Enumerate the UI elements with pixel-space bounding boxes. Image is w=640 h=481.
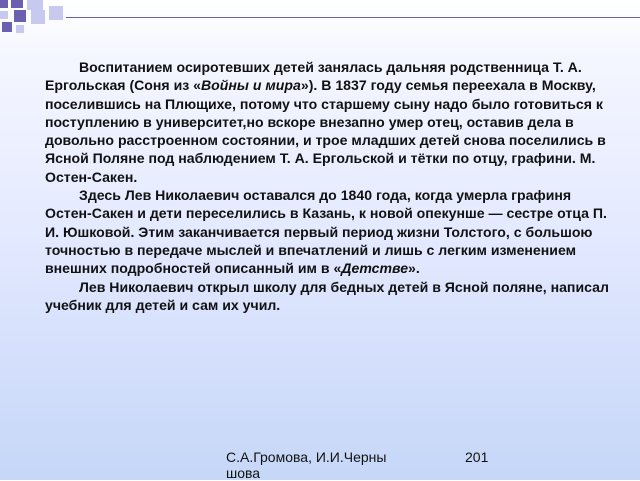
body-text [45, 58, 611, 314]
header-rule [66, 17, 640, 18]
page-number: 201 [465, 449, 489, 465]
decor-square [27, 0, 43, 10]
corner-decoration [0, 0, 64, 36]
paragraph-2 [45, 186, 611, 277]
text-run: ». [408, 260, 420, 277]
decor-square [0, 0, 8, 8]
text-run: Здесь Лев Николаевич оставался до 1840 года, когда умерла графиня Остен-Сакен и дети переселились в Казань, к новой опекунше — сестре отца П. И. Юшковой. Этим заканчивается первый период жизни Толстого, с большою точностью в передаче мыслей и впечатлений и лишь с легким изменением внешних подробностей описанный им в « [45, 187, 607, 277]
decor-square [14, 10, 26, 22]
decor-square [16, 25, 24, 33]
text-run: Воспитанием осиротевших детей занялась дальняя родственница Т. А. Ергольская (Соня из « [45, 59, 582, 94]
decor-square [49, 6, 63, 20]
decor-square [2, 22, 12, 32]
decor-square [0, 11, 8, 19]
footer-author: С.А.Громова, И.И.Черны шова [226, 449, 387, 481]
paragraph-3: Лев Николаевич открыл школу для бедных детей в Ясной поляне, написал учебник для детей и сам их учил. [45, 278, 609, 313]
paragraph-1 [45, 58, 611, 186]
italic-title-war-and-peace: Войны и мира [201, 77, 301, 94]
decor-square [11, 0, 23, 8]
italic-title-childhood: Детстве [341, 260, 409, 277]
text-run: »). В 1837 году семья переехала в Москву, поселившись на Плющихе, потому что старшему сыну надо было готовиться к поступлению в университет,но вскоре внезапно умер отец, оставив дела в довольно расстроенном состоянии, и трое младших детей снова поселились в Ясной Поляне под наблюдением Т. А. Ергольской и тётки по отцу, графини. М. Остен-Сакен. [45, 77, 606, 185]
decor-square [31, 10, 45, 24]
